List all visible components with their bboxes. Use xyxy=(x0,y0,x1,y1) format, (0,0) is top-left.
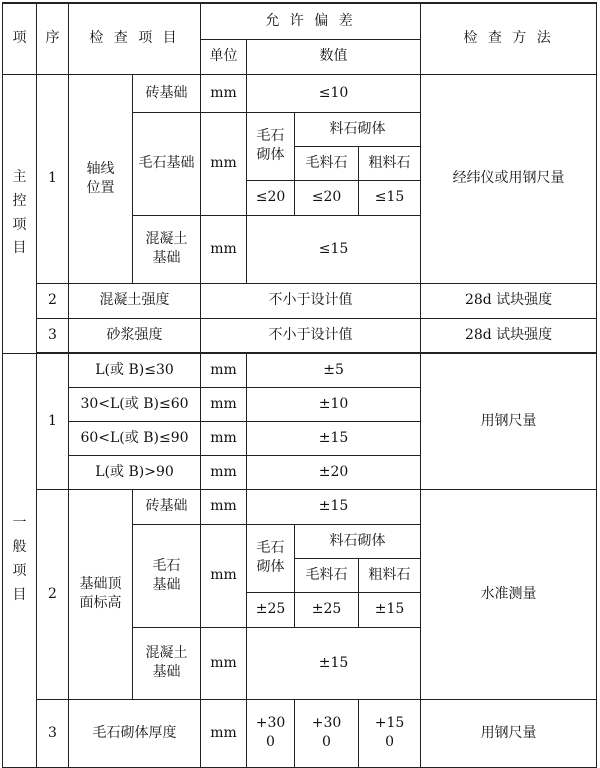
concrete-strength-label: 混凝土强度 xyxy=(69,283,201,318)
value-cell: ±20 xyxy=(247,455,421,489)
seq-cell: 2 xyxy=(37,283,69,318)
value-cell: +30 0 xyxy=(295,699,359,767)
brick-foundation-label: 砖基础 xyxy=(133,489,201,524)
condition-cell: L(或 B)≤30 xyxy=(69,353,201,387)
value-cell: +15 0 xyxy=(359,699,421,767)
condition-cell: 30<L(或 B)≤60 xyxy=(69,387,201,421)
value-cell: ≤20 xyxy=(295,180,359,215)
condition-cell: 60<L(或 B)≤90 xyxy=(69,421,201,455)
method-cell: 水准测量 xyxy=(421,489,597,699)
header-check-item: 检 查 项 目 xyxy=(69,3,201,74)
table-row xyxy=(3,489,597,524)
dressed-stone-label: 料石砌体 xyxy=(295,112,421,146)
dressed-stone-label: 料石砌体 xyxy=(295,524,421,558)
seq-cell: 3 xyxy=(37,318,69,353)
method-cell: 用钢尺量 xyxy=(421,353,597,489)
coarse-stone-label: 粗料石 xyxy=(359,146,421,180)
table-row xyxy=(3,353,597,387)
value-cell: ≤15 xyxy=(359,180,421,215)
value-cell: ≤20 xyxy=(247,180,295,215)
rubble-foundation-label: 毛石 基础 xyxy=(133,524,201,627)
unit-cell: mm xyxy=(201,74,247,112)
header-method: 检 查 方 法 xyxy=(421,3,597,74)
value-cell: ±15 xyxy=(247,421,421,455)
unit-cell: mm xyxy=(201,215,247,283)
seq-cell: 1 xyxy=(37,353,69,489)
seq-cell: 2 xyxy=(37,489,69,699)
unit-cell: mm xyxy=(201,421,247,455)
concrete-foundation-label: 混凝土 基础 xyxy=(133,627,201,699)
value-cell: ±25 xyxy=(247,592,295,627)
mortar-strength-label: 砂浆强度 xyxy=(69,318,201,353)
header-seq: 序 xyxy=(37,3,69,74)
condition-cell: L(或 B)>90 xyxy=(69,455,201,489)
seq-cell: 1 xyxy=(37,74,69,283)
rubble-foundation-label: 毛石基础 xyxy=(133,112,201,215)
main-control-label: 主 控 项 目 xyxy=(3,74,37,353)
unit-cell: mm xyxy=(201,627,247,699)
coarse-stone-label: 粗料石 xyxy=(359,558,421,592)
unit-cell: mm xyxy=(201,489,247,524)
axis-position-label: 轴线 位置 xyxy=(69,74,133,283)
unit-cell: mm xyxy=(201,524,247,627)
table-row xyxy=(3,699,597,767)
elevation-label: 基础顶 面标高 xyxy=(69,489,133,699)
header-item: 项 xyxy=(3,3,37,74)
rubble-masonry-label: 毛石 砌体 xyxy=(247,524,295,592)
method-cell: 经纬仪或用钢尺量 xyxy=(421,74,597,283)
method-cell: 28d 试块强度 xyxy=(421,283,597,318)
value-cell: ±15 xyxy=(247,489,421,524)
value-cell: ±15 xyxy=(247,627,421,699)
method-cell: 用钢尺量 xyxy=(421,699,597,767)
concrete-foundation-label: 混凝土 基础 xyxy=(133,215,201,283)
tolerance-table xyxy=(2,2,597,768)
value-cell: ≤15 xyxy=(247,215,421,283)
method-cell: 28d 试块强度 xyxy=(421,318,597,353)
table-row xyxy=(3,318,597,353)
value-cell: ≤10 xyxy=(247,74,421,112)
value-cell: ±5 xyxy=(247,353,421,387)
value-cell: ±15 xyxy=(359,592,421,627)
table-row xyxy=(3,283,597,318)
unit-cell: mm xyxy=(201,455,247,489)
value-cell: ±25 xyxy=(295,592,359,627)
value-cell: 不小于设计值 xyxy=(201,283,421,318)
rough-stone-label: 毛料石 xyxy=(295,558,359,592)
unit-cell: mm xyxy=(201,112,247,215)
value-cell: 不小于设计值 xyxy=(201,318,421,353)
table-row xyxy=(3,74,597,112)
value-cell: +30 0 xyxy=(247,699,295,767)
header-tolerance: 允 许 偏 差 xyxy=(201,3,421,39)
header-unit: 单位 xyxy=(201,39,247,74)
rough-stone-label: 毛料石 xyxy=(295,146,359,180)
unit-cell: mm xyxy=(201,699,247,767)
value-cell: ±10 xyxy=(247,387,421,421)
header-value: 数值 xyxy=(247,39,421,74)
general-label: 一 般 项 目 xyxy=(3,353,37,767)
unit-cell: mm xyxy=(201,353,247,387)
seq-cell: 3 xyxy=(37,699,69,767)
rubble-masonry-label: 毛石 砌体 xyxy=(247,112,295,180)
header-row-1 xyxy=(3,3,597,39)
brick-foundation-label: 砖基础 xyxy=(133,74,201,112)
rubble-thickness-label: 毛石砌体厚度 xyxy=(69,699,201,767)
unit-cell: mm xyxy=(201,387,247,421)
